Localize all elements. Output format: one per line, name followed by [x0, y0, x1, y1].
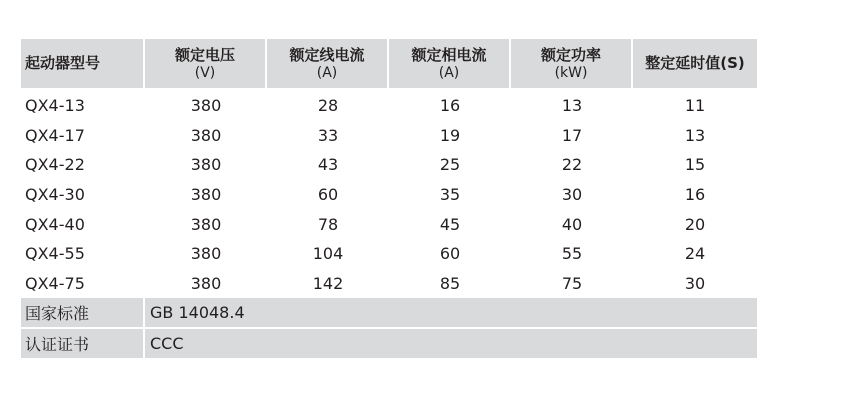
- cell-power: 75: [561, 273, 583, 293]
- header-label: 起动器型号: [25, 54, 101, 72]
- cell-delay: 15: [684, 155, 706, 175]
- header-label: 整定延时值(S): [645, 54, 745, 72]
- cell-power: 17: [561, 125, 583, 145]
- cell-voltage: 380: [190, 155, 222, 175]
- footer-value: CCC: [145, 329, 757, 358]
- starter-spec-table: [21, 39, 757, 358]
- footer-value: GB 14048.4: [145, 298, 757, 327]
- table-body: [21, 88, 757, 298]
- cell-power: 22: [561, 155, 583, 175]
- cell-phase-current: 19: [439, 125, 461, 145]
- footer-row: [21, 298, 757, 327]
- cell-voltage: 380: [190, 214, 222, 234]
- cell-phase-current: 25: [439, 155, 461, 175]
- cell-model: QX4-13: [25, 96, 85, 116]
- cell-power: 55: [561, 244, 583, 264]
- header-unit: (A): [438, 64, 460, 81]
- cell-phase-current: 16: [439, 96, 461, 116]
- header-unit: (kW): [554, 64, 588, 81]
- cell-delay: 13: [684, 125, 706, 145]
- cell-delay: 11: [684, 96, 706, 116]
- footer-row: [21, 329, 757, 358]
- table-row: [21, 209, 757, 239]
- cell-phase-current: 85: [439, 273, 461, 293]
- table-row: [21, 269, 757, 299]
- header-model: [21, 39, 145, 88]
- table-header-row: [21, 39, 757, 88]
- header-label: 额定电压: [174, 45, 235, 64]
- cell-line-current: 33: [317, 125, 339, 145]
- cell-phase-current: 45: [439, 214, 461, 234]
- cell-delay: 30: [684, 273, 706, 293]
- header-rated-phase-current: [389, 39, 511, 88]
- cell-model: QX4-55: [25, 244, 85, 264]
- cell-line-current: 60: [317, 185, 339, 205]
- cell-model: QX4-40: [25, 214, 85, 234]
- header-label: 额定相电流: [411, 45, 487, 64]
- cell-power: 30: [561, 185, 583, 205]
- table-row: [21, 150, 757, 180]
- footer-label: 国家标准: [21, 298, 145, 327]
- cell-voltage: 380: [190, 273, 222, 293]
- table-row: [21, 121, 757, 151]
- cell-voltage: 380: [190, 125, 222, 145]
- cell-model: QX4-22: [25, 155, 85, 175]
- header-rated-power: [511, 39, 633, 88]
- table-row: [21, 180, 757, 210]
- cell-delay: 20: [684, 214, 706, 234]
- cell-voltage: 380: [190, 244, 222, 264]
- cell-model: QX4-75: [25, 273, 85, 293]
- header-unit: (A): [316, 64, 338, 81]
- cell-phase-current: 60: [439, 244, 461, 264]
- footer-label: 认证证书: [21, 329, 145, 358]
- cell-line-current: 28: [317, 96, 339, 116]
- header-unit: (V): [194, 64, 216, 81]
- cell-model: QX4-30: [25, 185, 85, 205]
- cell-delay: 24: [684, 244, 706, 264]
- table-row: [21, 239, 757, 269]
- cell-phase-current: 35: [439, 185, 461, 205]
- header-label: 额定功率: [540, 45, 601, 64]
- cell-line-current: 43: [317, 155, 339, 175]
- cell-power: 13: [561, 96, 583, 116]
- header-rated-voltage: [145, 39, 267, 88]
- table-row: [21, 88, 757, 121]
- cell-model: QX4-17: [25, 125, 85, 145]
- cell-power: 40: [561, 214, 583, 234]
- header-rated-line-current: [267, 39, 389, 88]
- cell-voltage: 380: [190, 96, 222, 116]
- header-delay-setting: [633, 39, 757, 88]
- cell-voltage: 380: [190, 185, 222, 205]
- cell-delay: 16: [684, 185, 706, 205]
- cell-line-current: 104: [312, 244, 344, 264]
- table-footer: [21, 298, 757, 358]
- cell-line-current: 78: [317, 214, 339, 234]
- header-label: 额定线电流: [289, 45, 365, 64]
- cell-line-current: 142: [312, 273, 344, 293]
